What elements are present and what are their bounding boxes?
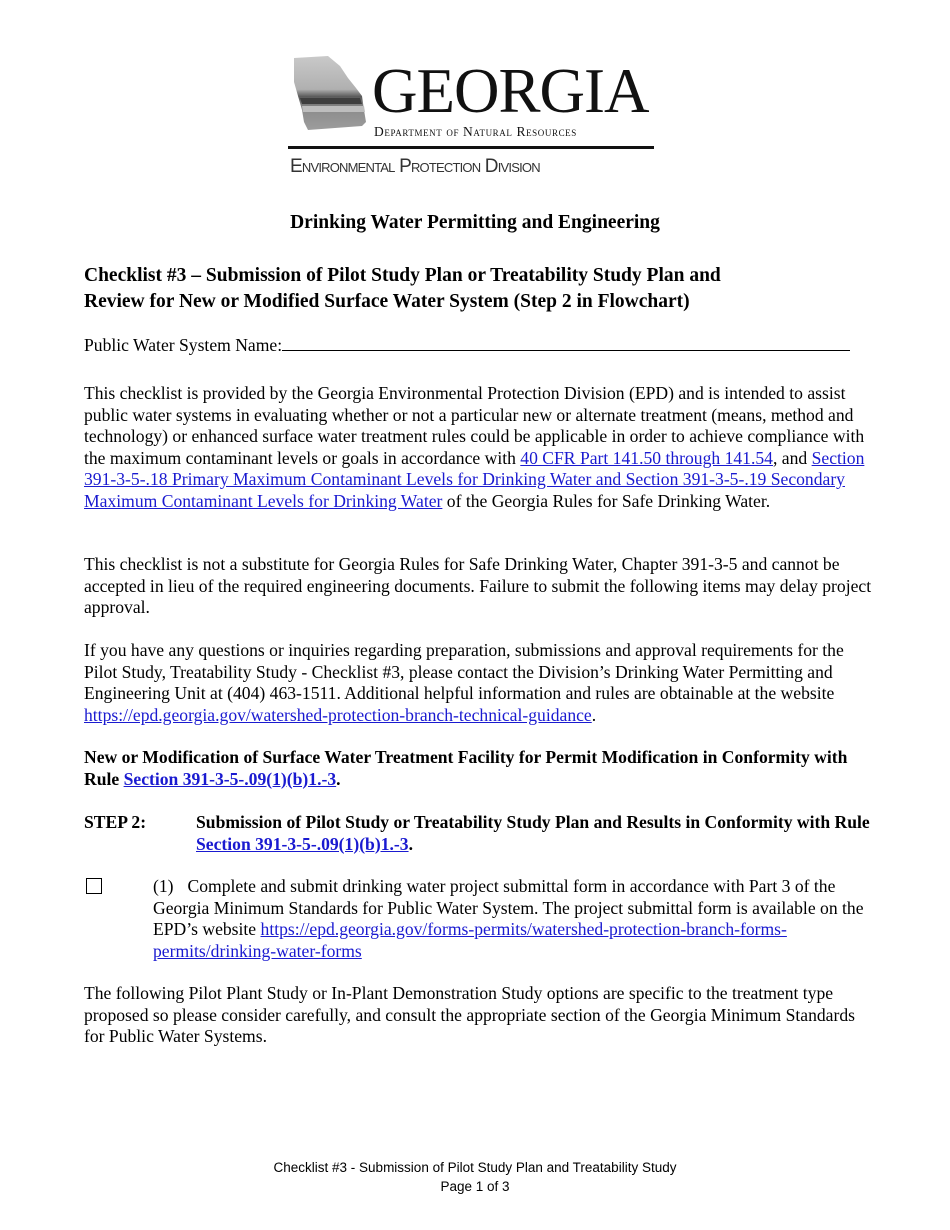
footer-title: Checklist #3 - Submission of Pilot Study Plan and Treatability Study [273,1160,677,1175]
item-1-description: Complete and submit drinking water project submittal form in accordance with Part 3 of the Georgia Minimum Standards for Public Water System. The project submittal form is available on the EPD’s website [153,876,864,939]
logo-subtitle: Department of Natural Resources [374,124,577,139]
step-description: Submission of Pilot Study or Treatability Study Plan and Results in Conformity with Rule [196,812,870,832]
submittal-forms-link[interactable]: https://epd.georgia.gov/forms-permits/watershed-protection-branch-forms-permits/drinking-water-forms [153,919,787,961]
section-heading-end: . [336,768,341,789]
section-heading-text: New or Modification of Surface Water Treatment Facility for Permit Modification in Conformity with Rule [84,747,848,789]
item-1-text [153,876,873,962]
contact-text-end: . [591,704,597,725]
cfr-link[interactable]: 40 CFR Part 141.50 through 141.54 [520,447,773,468]
logo-division: Environmental Protection Division [290,156,540,177]
footer-page-number: Page 1 of 3 [440,1179,510,1194]
disclaimer-paragraph: This checklist is not a substitute for Georgia Rules for Safe Drinking Water, Chapter 391-3-5 and cannot be accepted in lieu of the required engineering documents. Failure to submit the following items may delay project approval. [84,554,872,617]
logo-title: GEORGIA [372,56,649,126]
section-391-link[interactable]: Section 391-3-5-.18 Primary Maximum Contaminant Levels for Drinking Water and Section 391-3-5-.19 Secondary Maximum Contaminant Levels for Drinking Water [84,447,865,511]
system-name-label: Public Water System Name: [84,335,283,355]
checklist-title-line2: Review for New or Modified Surface Water System (Step 2 in Flowchart) [84,291,690,312]
intro-paragraph [84,383,874,512]
section-rule-link[interactable]: Section 391-3-5-.09(1)(b)1.-3 [123,768,337,789]
system-name-field[interactable] [282,335,850,351]
intro-text-c: of the Georgia Rules for Safe Drinking Water. [442,490,771,511]
step-label: STEP 2: [84,812,147,832]
document-heading: Drinking Water Permitting and Engineering [290,212,660,233]
item-1-checkbox[interactable] [86,878,102,894]
contact-text: If you have any questions or inquiries regarding preparation, submissions and approval requirements for the Pilot Study, Treatability Study - Checklist #3, please contact the Division’s Drinking Water Permitting and Engineering Unit at (404) 463-1511. Additional helpful information and rules are obtainable at the website [84,640,844,703]
georgia-dnr-logo [288,52,658,184]
section-heading [84,747,874,790]
checklist-title [84,263,884,315]
logo-divider [288,146,654,149]
step-end: . [408,833,413,854]
technical-guidance-link[interactable]: https://epd.georgia.gov/watershed-protection-branch-technical-guidance [84,704,592,725]
intro-text-a: This checklist is provided by the Georgia Environmental Protection Division (EPD) and is intended to assist public water systems in evaluating whether or not a particular new or alternate treatment (means, method and technology) or enhanced surface water treatment rules could be applicable in order to achieve compliance with the maximum contaminant levels or goals in accordance with [84,383,865,468]
checklist-title-line1: Checklist #3 – Submission of Pilot Study Plan or Treatability Study Plan and [84,265,721,286]
options-paragraph: The following Pilot Plant Study or In-Plant Demonstration Study options are specific to the treatment type proposed so please consider carefully, and consult the appropriate section of the Georgia Minimum Standards for Public Water Systems. [84,983,855,1046]
contact-paragraph [84,640,874,726]
step-text [196,812,876,855]
item-1-number: (1) [153,876,174,896]
step-rule-link[interactable]: Section 391-3-5-.09(1)(b)1.-3 [196,833,409,854]
intro-text-b: , and [772,447,812,468]
georgia-state-map-icon [288,52,372,144]
system-name-row [84,335,874,357]
